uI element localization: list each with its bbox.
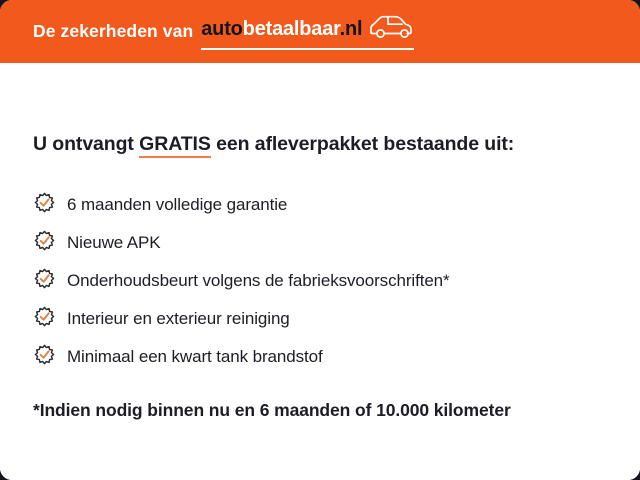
logo-part-auto: auto (201, 17, 243, 40)
heading-highlight-gratis: GRATIS (139, 133, 211, 158)
content-area (0, 63, 640, 480)
list-item (33, 338, 607, 376)
list-item (33, 300, 607, 338)
benefit-label: Interieur en exterieur reiniging (67, 309, 290, 328)
heading-pre: U ontvangt (33, 133, 140, 155)
check-badge-icon (33, 305, 56, 333)
benefit-label: Nieuwe APK (67, 233, 161, 252)
list-item (33, 186, 607, 224)
benefit-list (33, 186, 607, 376)
check-badge-icon (33, 191, 56, 219)
header-prefix-text: De zekerheden van (33, 21, 194, 41)
check-badge-icon (33, 267, 56, 295)
benefit-label: Onderhoudsbeurt volgens de fabrieksvoorschriften* (67, 271, 450, 290)
logo-part-nl: .nl (339, 17, 363, 40)
check-badge-icon (33, 229, 56, 257)
brand-logo (201, 14, 414, 50)
list-item (33, 224, 607, 262)
header-bar (0, 0, 640, 63)
check-badge-icon (33, 343, 56, 371)
benefit-label: Minimaal een kwart tank brandstof (67, 347, 323, 366)
logo-part-betaalbaar: betaalbaar (242, 17, 340, 40)
benefit-label: 6 maanden volledige garantie (67, 195, 288, 214)
page-title (33, 133, 607, 156)
list-item (33, 262, 607, 300)
brand-logo-text (201, 18, 362, 41)
heading-post: een afleverpakket bestaande uit: (210, 133, 515, 155)
footnote-text: *Indien nodig binnen nu en 6 maanden of 10.000 kilometer (33, 400, 511, 420)
car-outline-icon (368, 14, 414, 45)
